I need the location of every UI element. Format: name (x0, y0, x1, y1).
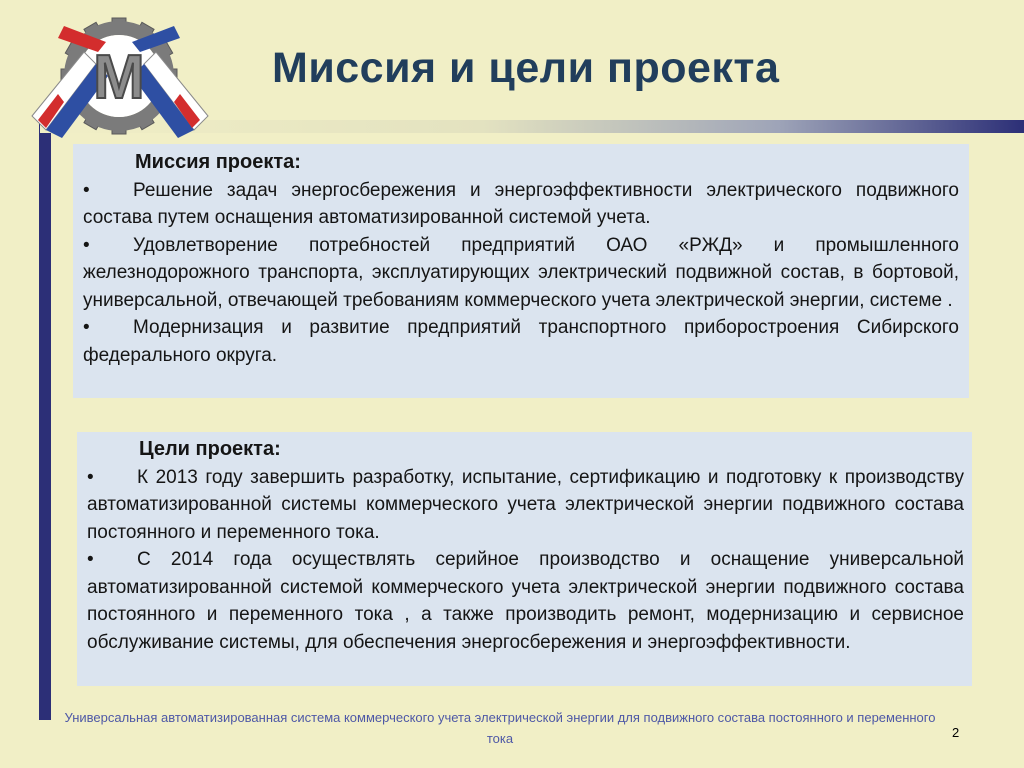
bullet-marker: • (87, 466, 94, 488)
left-accent-bar (39, 120, 51, 720)
svg-text:М: М (93, 43, 145, 112)
goals-item-text: С 2014 года осуществлять серийное производство и оснащение универсальной автоматизированной системой коммерческого учета электрической энергии подвижного состава постоянного и переменного тока , а также производить ремонт, модернизацию и сервисное обслуживание системы, для обеспечения энергосбережения и энергоэффективности. (87, 549, 964, 653)
goals-item (77, 464, 972, 547)
slide-title: Миссия и цели проекта (272, 44, 780, 92)
mission-item-text: Модернизация и развитие предприятий транспортного приборостроения Сибирского федерального округа. (83, 317, 959, 366)
bullet-marker: • (87, 549, 94, 570)
goals-item-text: К 2013 году завершить разработку, испытание, сертификацию и подготовку к производству автоматизированной системы коммерческого учета электрической энергии подвижного состава постоянного и переменного тока. (87, 466, 964, 543)
mission-item-text: Решение задач энергосбережения и энергоэффективности электрического подвижного состава путем оснащения автоматизированной системой учета. (83, 179, 959, 228)
bullet-marker: • (83, 317, 90, 338)
page-number: 2 (952, 725, 960, 740)
mission-item-text: Удовлетворение потребностей предприятий ОАО «РЖД» и промышленного железнодорожного транспорта, эксплуатирующих электрический подвижной состав, в бортовой, универсальной, отвечающей требованиям коммерческого учета электрической энергии, системе . (83, 234, 959, 311)
goals-item (77, 546, 972, 656)
mission-heading: Миссия проекта: (135, 151, 301, 173)
mission-box (73, 144, 969, 398)
bullet-marker: • (83, 234, 90, 256)
goals-box (77, 432, 972, 686)
slide-footer: Универсальная автоматизированная система коммерческого учета электрической энергии для подвижного состава постоянного и переменного тока (64, 710, 936, 746)
mission-item (73, 177, 969, 232)
mission-item (73, 232, 969, 315)
company-logo (24, 12, 224, 140)
bullet-marker: • (83, 179, 90, 201)
mission-item (73, 314, 969, 369)
goals-heading: Цели проекта: (139, 438, 281, 460)
